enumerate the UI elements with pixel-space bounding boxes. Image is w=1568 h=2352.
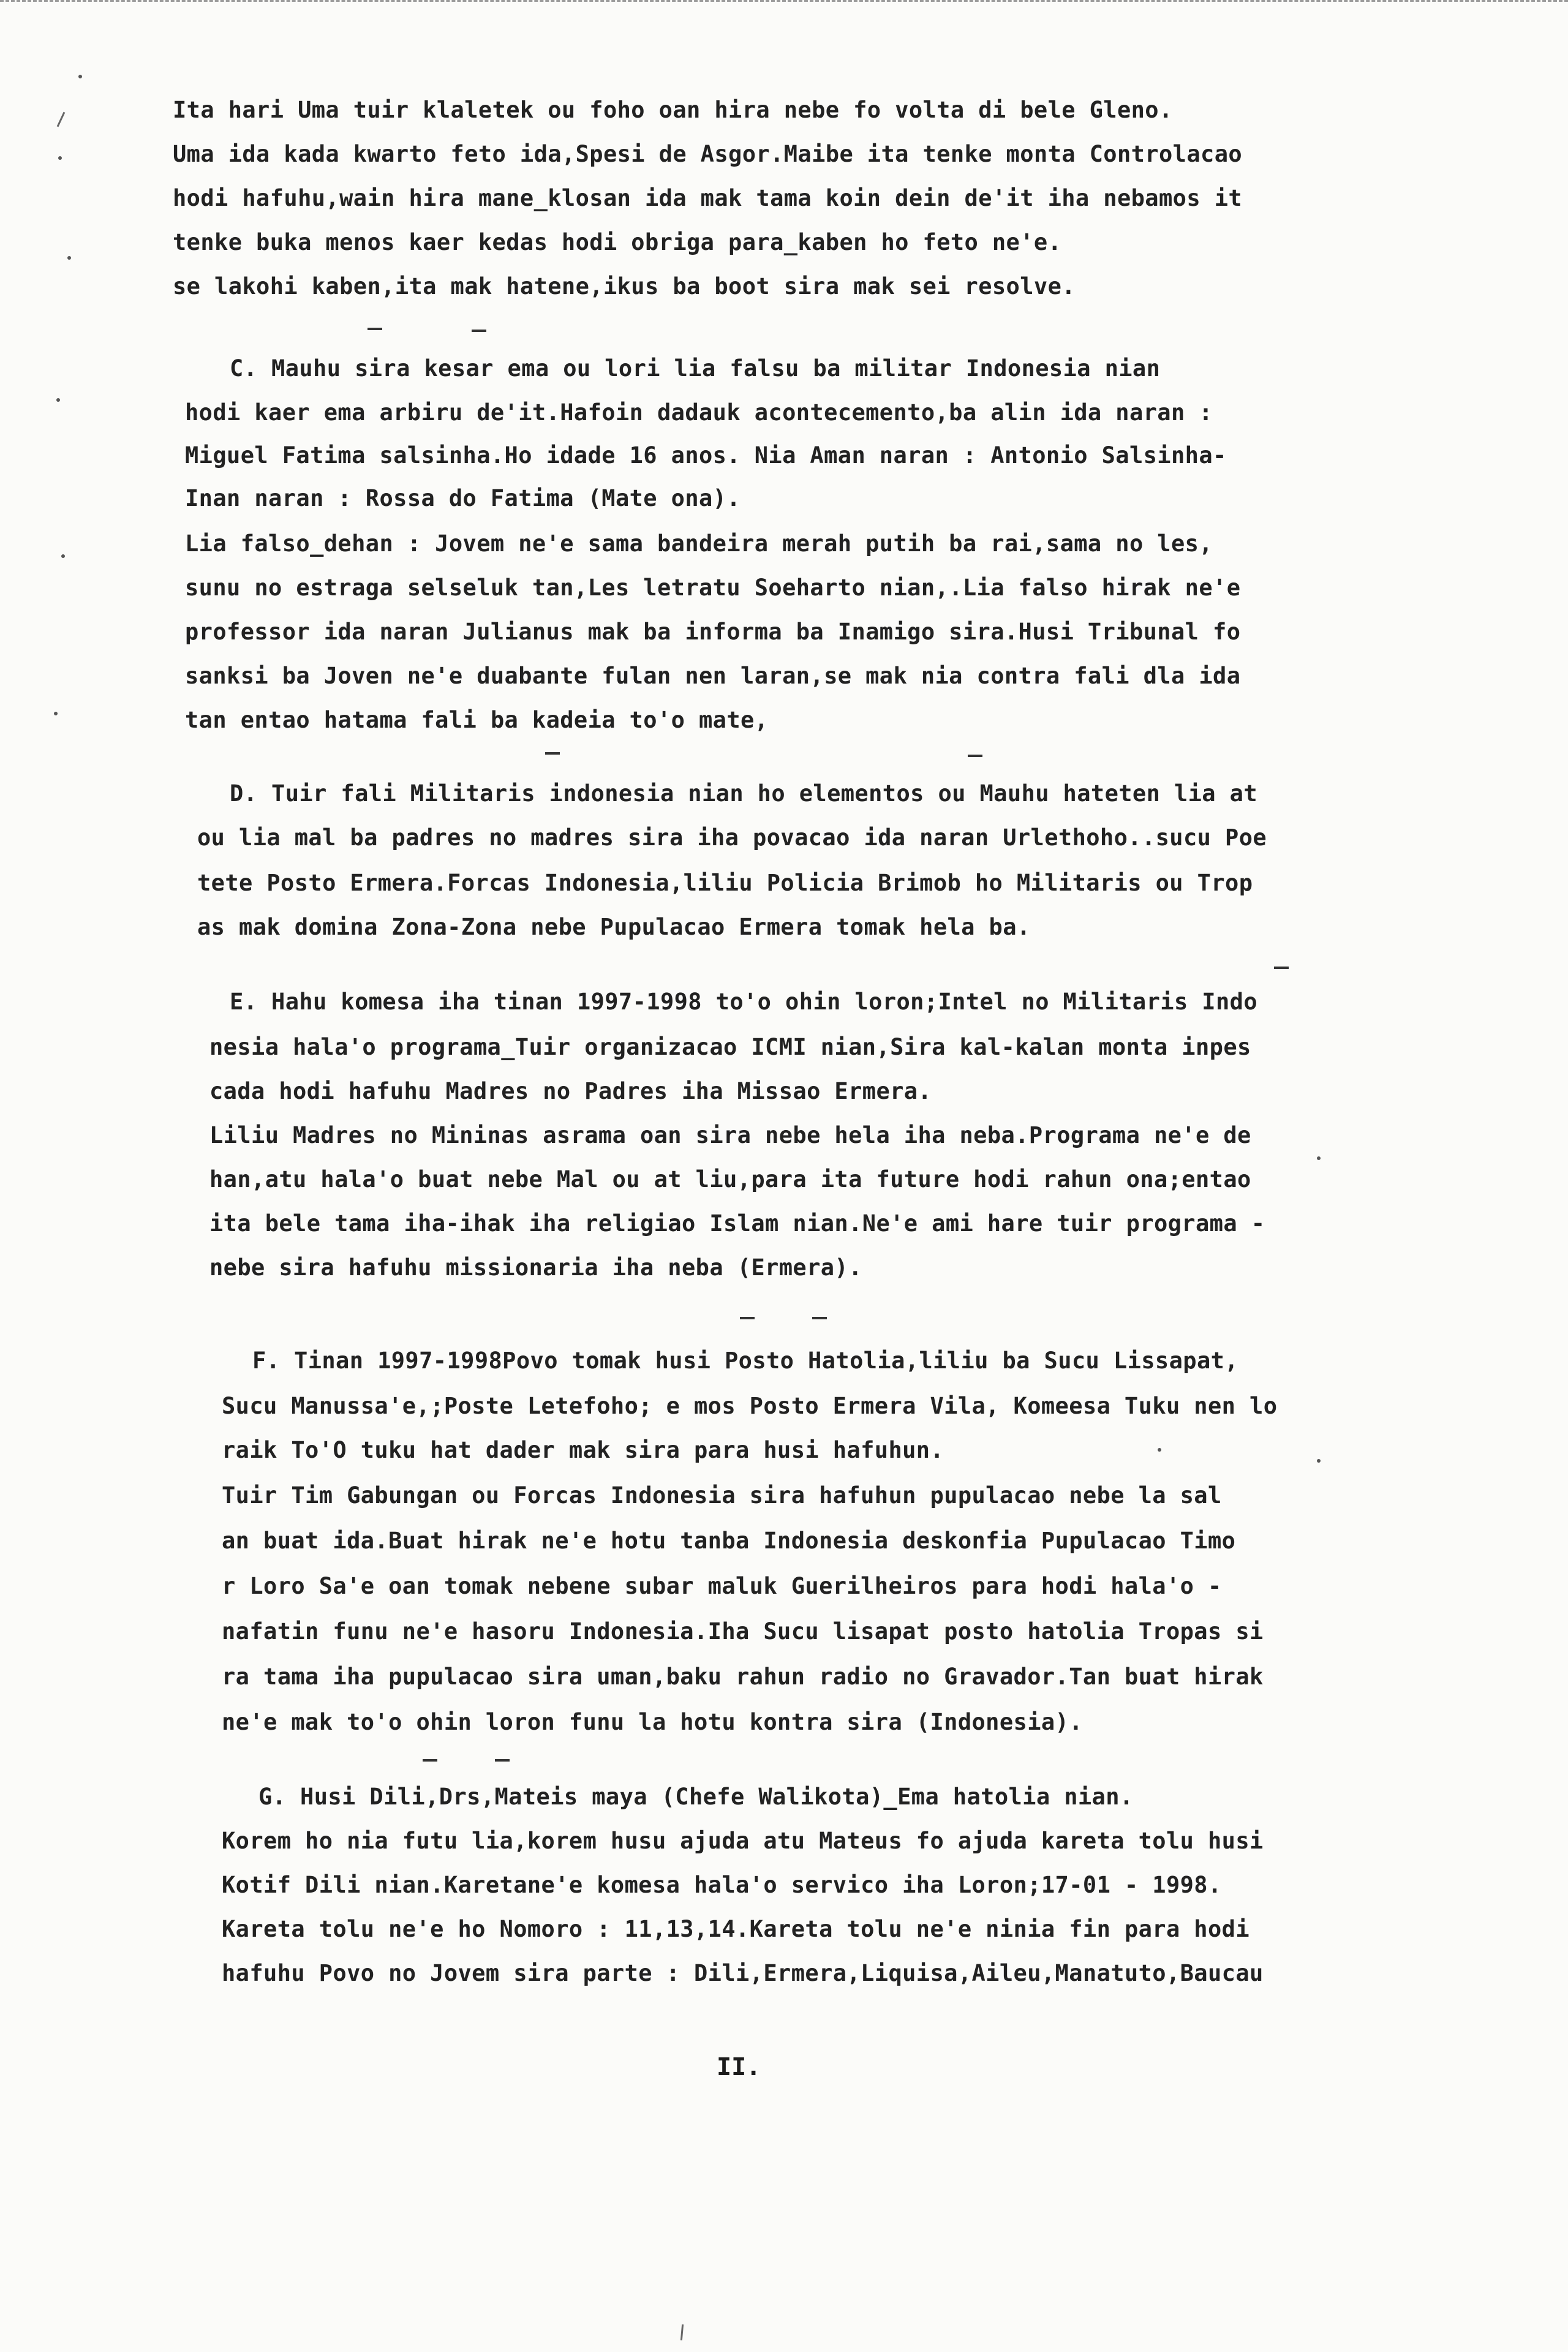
text-line: se lakohi kaben,ita mak hatene,ikus ba boot sira mak sei resolve.: [173, 273, 1076, 300]
text-line: ne'e mak to'o ohin loron funu la hotu kontra sira (Indonesia).: [222, 1709, 1083, 1735]
page-number: II.: [717, 2053, 761, 2081]
scan-speck: [61, 554, 65, 558]
scan-speck: [58, 156, 62, 160]
scan-speck: [54, 712, 58, 715]
text-line: hodi hafuhu,wain hira mane_klosan ida mak tama koin dein de'it iha nebamos it: [173, 185, 1243, 211]
text-line: an buat ida.Buat hirak ne'e hotu tanba Indonesia deskonfia Pupulacao Timo: [222, 1528, 1236, 1554]
scan-speck: [1158, 1448, 1161, 1452]
text-line: nesia hala'o programa_Tuir organizacao ICMI nian,Sira kal-kalan monta inpes: [209, 1034, 1251, 1060]
text-line: hodi kaer ema arbiru de'it.Hafoin dadauk acontecemento,ba alin ida naran :: [185, 399, 1213, 426]
text-line: cada hodi hafuhu Madres no Padres iha Missao Ermera.: [209, 1078, 932, 1104]
dash-mark: [1274, 967, 1289, 969]
text-line: Kareta tolu ne'e ho Nomoro : 11,13,14.Kareta tolu ne'e ninia fin para hodi: [222, 1916, 1250, 1942]
text-line: ita bele tama iha-ihak iha religiao Islam nian.Ne'e ami hare tuir programa -: [209, 1210, 1265, 1237]
text-line: Sucu Manussa'e,;Poste Letefoho; e mos Posto Ermera Vila, Komeesa Tuku nen lo: [222, 1393, 1278, 1419]
scan-speck: [67, 256, 71, 260]
text-line: Uma ida kada kwarto feto ida,Spesi de Asgor.Maibe ita tenke monta Controlacao: [173, 141, 1243, 167]
dash-mark: [812, 1317, 827, 1319]
dash-mark: [740, 1317, 755, 1319]
scan-speck: [1317, 1459, 1321, 1463]
text-line: sunu no estraga selseluk tan,Les letratu Soeharto nian,.Lia falso hirak ne'e: [185, 575, 1241, 601]
text-line: ra tama iha pupulacao sira uman,baku rahun radio no Gravador.Tan buat hirak: [222, 1664, 1264, 1690]
text-line: sanksi ba Joven ne'e duabante fulan nen laran,se mak nia contra fali dla ida: [185, 663, 1241, 689]
scan-mark: [57, 112, 66, 127]
text-line: han,atu hala'o buat nebe Mal ou at liu,para ita future hodi rahun ona;entao: [209, 1166, 1251, 1193]
text-line: Liliu Madres no Mininas asrama oan sira nebe hela iha neba.Programa ne'e de: [209, 1122, 1251, 1148]
dash-mark: [368, 328, 382, 330]
text-line: F. Tinan 1997-1998Povo tomak husi Posto Hatolia,liliu ba Sucu Lissapat,: [252, 1348, 1238, 1374]
scan-speck: [56, 398, 60, 402]
text-line: Korem ho nia futu lia,korem husu ajuda atu Mateus fo ajuda kareta tolu husi: [222, 1828, 1264, 1854]
text-line: C. Mauhu sira kesar ema ou lori lia falsu ba militar Indonesia nian: [230, 355, 1161, 382]
dash-mark: [423, 1759, 437, 1762]
text-line: Ita hari Uma tuir klaletek ou foho oan hira nebe fo volta di bele Gleno.: [173, 97, 1173, 123]
text-line: G. Husi Dili,Drs,Mateis maya (Chefe Walikota)_Ema hatolia nian.: [258, 1784, 1134, 1810]
text-line: E. Hahu komesa iha tinan 1997-1998 to'o ohin loron;Intel no Militaris Indo: [230, 989, 1258, 1015]
text-line: professor ida naran Julianus mak ba informa ba Inamigo sira.Husi Tribunal fo: [185, 619, 1241, 645]
scan-speck: [1317, 1156, 1321, 1160]
text-line: tenke buka menos kaer kedas hodi obriga para_kaben ho feto ne'e.: [173, 229, 1062, 255]
text-line: raik To'O tuku hat dader mak sira para husi hafuhun.: [222, 1437, 944, 1463]
text-line: Inan naran : Rossa do Fatima (Mate ona).: [185, 485, 741, 511]
text-line: nebe sira hafuhu missionaria iha neba (Ermera).: [209, 1254, 862, 1281]
scan-speck: [78, 75, 82, 78]
dash-mark: [472, 330, 486, 332]
text-line: Tuir Tim Gabungan ou Forcas Indonesia sira hafuhun pupulacao nebe la sal: [222, 1482, 1222, 1509]
text-line: r Loro Sa'e oan tomak nebene subar maluk Guerilheiros para hodi hala'o -: [222, 1573, 1222, 1599]
dash-mark: [545, 752, 560, 755]
top-edge-dashed-line: [0, 0, 1568, 4]
dash-mark: [495, 1759, 510, 1762]
text-line: tan entao hatama fali ba kadeia to'o mate,: [185, 707, 769, 733]
text-line: as mak domina Zona-Zona nebe Pupulacao Ermera tomak hela ba.: [197, 914, 1031, 940]
text-line: ou lia mal ba padres no madres sira iha povacao ida naran Urlethoho..sucu Poe: [197, 824, 1267, 851]
text-line: hafuhu Povo no Jovem sira parte : Dili,Ermera,Liquisa,Aileu,Manatuto,Baucau: [222, 1960, 1264, 1986]
scan-mark: [680, 2324, 684, 2340]
text-line: Kotif Dili nian.Karetane'e komesa hala'o servico iha Loron;17-01 - 1998.: [222, 1872, 1222, 1898]
text-line: nafatin funu ne'e hasoru Indonesia.Iha Sucu lisapat posto hatolia Tropas si: [222, 1618, 1264, 1645]
text-line: Lia falso_dehan : Jovem ne'e sama bandeira merah putih ba rai,sama no les,: [185, 530, 1213, 557]
dash-mark: [968, 755, 982, 757]
text-line: Miguel Fatima salsinha.Ho idade 16 anos. Nia Aman naran : Antonio Salsinha-: [185, 442, 1227, 469]
text-line: tete Posto Ermera.Forcas Indonesia,liliu Policia Brimob ho Militaris ou Trop: [197, 870, 1253, 896]
text-line: D. Tuir fali Militaris indonesia nian ho elementos ou Mauhu hateten lia at: [230, 780, 1258, 807]
